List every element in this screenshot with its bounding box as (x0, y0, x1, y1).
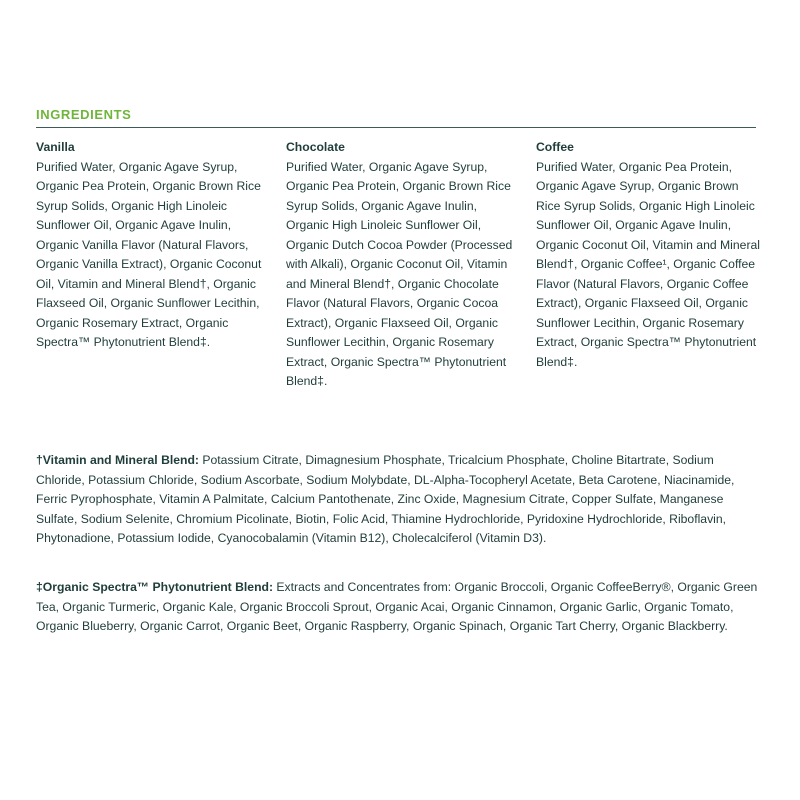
footnote-text: Potassium Citrate, Dimagnesium Phosphate, Tricalcium Phosphate, Choline Bitartrate, Sodium Chloride, Potassium Chloride, Sodium Ascorbate, Sodium Molybdate, DL-Alpha-Tocopheryl Acetate, Beta Carotene, Niacinamide, Ferric Pyrophosphate, Vitamin A Palmitate, Calcium Pantothenate, Zinc Oxide, Magnesium Citrate, Copper Sulfate, Manganese Sulfate, Sodium Selenite, Chromium Picolinate, Biotin, Folic Acid, Thiamine Hydrochloride, Pyridoxine Hydrochloride, Riboflavin, Phytonadione, Potassium Iodide, Cyanocobalamin (Vitamin B12), Cholecalciferol (Vitamin D3). (36, 453, 735, 545)
footnote-text: Extracts and Concentrates from: Organic Broccoli, Organic CoffeeBerry®, Organic Green Tea, Organic Turmeric, Organic Kale, Organic Broccoli Sprout, Organic Acai, Organic Cinnamon, Organic Garlic, Organic Tomato, Organic Blueberry, Organic Carrot, Organic Beet, Organic Raspberry, Organic Spinach, Organic Tart Cherry, Organic Blackberry. (36, 580, 758, 633)
footnote-label: †Vitamin and Mineral Blend: (36, 453, 199, 467)
footnote-phytonutrient-blend (36, 578, 758, 637)
column-title: Vanilla (36, 140, 75, 154)
column-ingredients: Purified Water, Organic Agave Syrup, Organic Pea Protein, Organic Brown Rice Syrup Solids, Organic Agave Inulin, Organic High Linoleic Sunflower Oil, Organic Dutch Cocoa Powder (Processed with Alkali), Organic Coconut Oil, Vitamin and Mineral Blend†, Organic Chocolate Flavor (Natural Flavors, Organic Cocoa Extract), Organic Flaxseed Oil, Organic Sunflower Lecithin, Organic Rosemary Extract, Organic Spectra™ Phytonutrient Blend‡. (286, 159, 513, 388)
column-coffee (536, 138, 766, 392)
column-ingredients: Purified Water, Organic Agave Syrup, Organic Pea Protein, Organic Brown Rice Syrup Solids, Organic High Linoleic Sunflower Oil, Organic Agave Inulin, Organic Vanilla Flavor (Natural Flavors, Organic Vanilla Extract), Organic Coconut Oil, Vitamin and Mineral Blend†, Organic Flaxseed Oil, Organic Sunflower Lecithin, Organic Rosemary Extract, Organic Spectra™ Phytonutrient Blend‡. (36, 159, 262, 349)
heading-divider (36, 127, 756, 128)
column-title: Coffee (536, 140, 574, 154)
column-chocolate (286, 138, 516, 392)
footnote-label: ‡Organic Spectra™ Phytonutrient Blend: (36, 580, 274, 594)
column-vanilla (36, 138, 266, 392)
flavor-columns (36, 138, 766, 392)
section-heading: INGREDIENTS (36, 107, 132, 122)
footnote-vitamin-mineral-blend (36, 451, 758, 549)
column-title: Chocolate (286, 140, 345, 154)
column-ingredients: Purified Water, Organic Pea Protein, Organic Agave Syrup, Organic Brown Rice Syrup Solids, Organic High Linoleic Sunflower Oil, Organic Agave Inulin, Organic Coconut Oil, Vitamin and Mineral Blend†, Organic Coffee¹, Organic Coffee Flavor (Natural Flavors, Organic Coffee Extract), Organic Flaxseed Oil, Organic Sunflower Lecithin, Organic Rosemary Extract, Organic Spectra™ Phytonutrient Blend‡. (536, 159, 760, 369)
